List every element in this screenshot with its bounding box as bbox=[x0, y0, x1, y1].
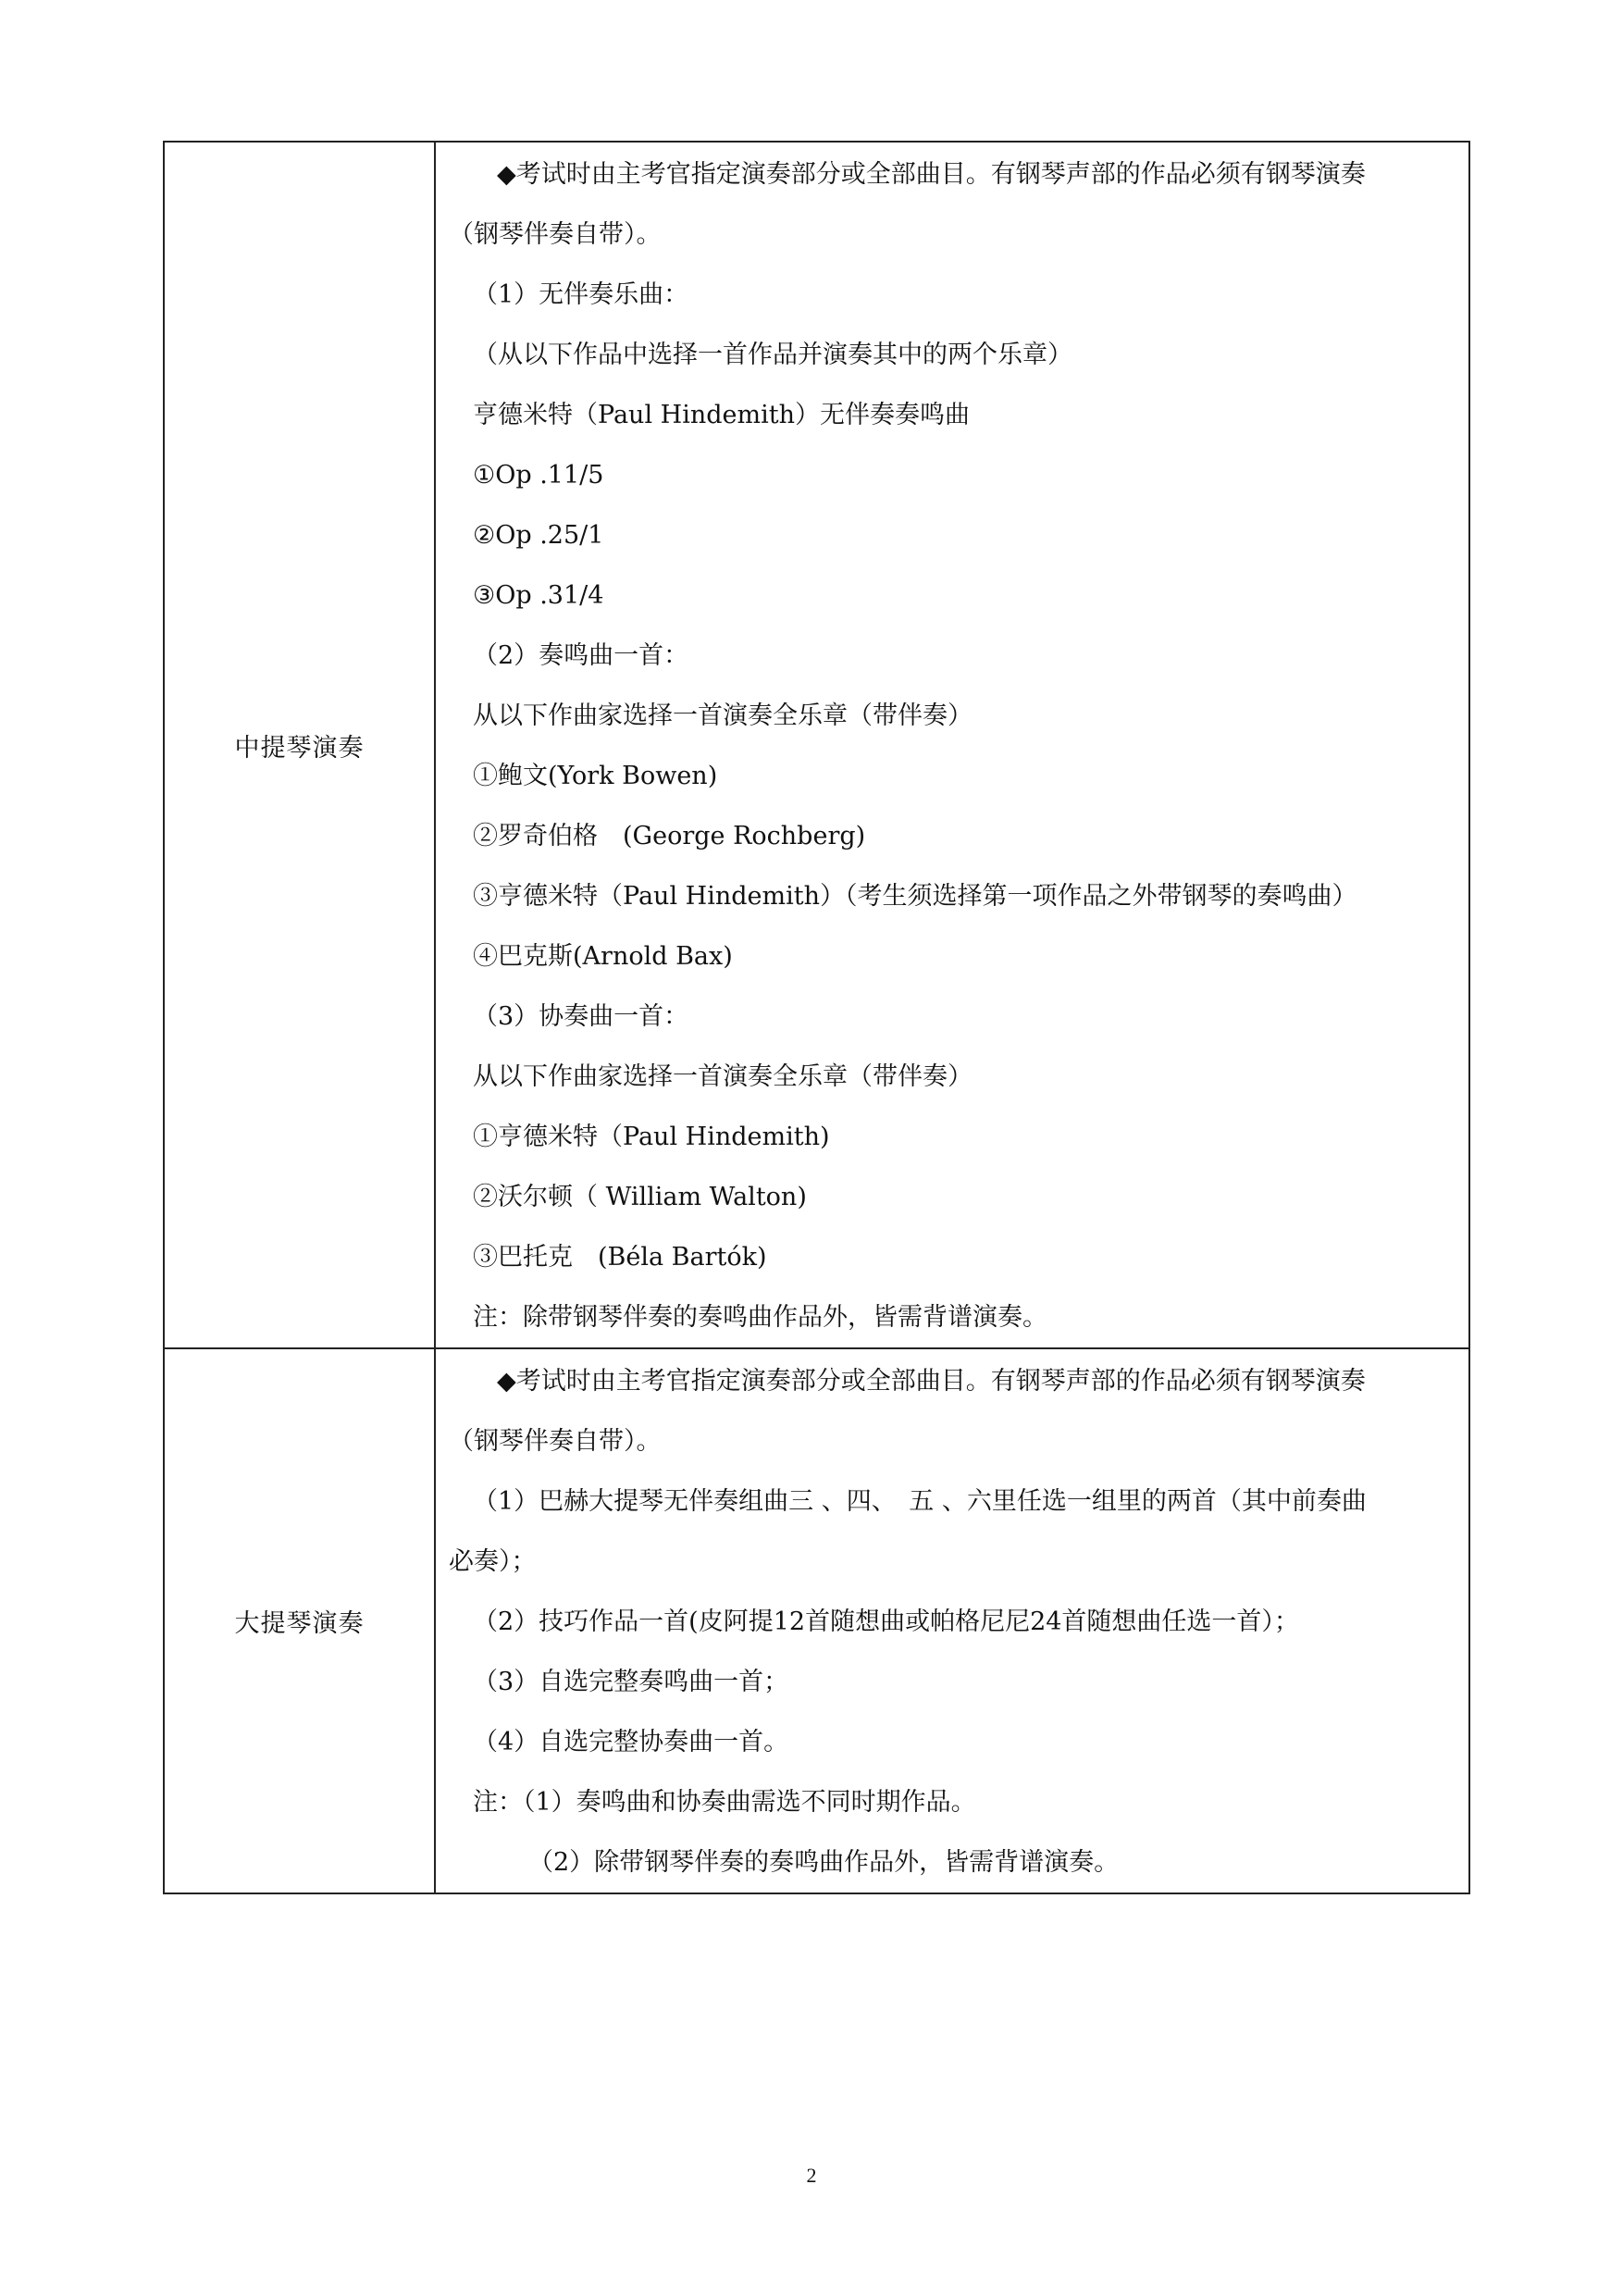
viola-line-20: 注：除带钢琴伴奏的奏鸣曲作品外，皆需背谱演奏。 bbox=[473, 1303, 1047, 1332]
row-content-viola bbox=[435, 142, 1469, 1348]
cello-line-3: （1）巴赫大提琴无伴奏组曲三 、四、 五 、六里任选一组里的两首（其中前奏曲 bbox=[473, 1487, 1367, 1516]
cello-line-7: （4）自选完整协奏曲一首。 bbox=[473, 1728, 789, 1756]
cello-line-1: ◆考试时由主考官指定演奏部分或全部曲目。有钢琴声部的作品必须有钢琴演奏 bbox=[497, 1367, 1366, 1396]
cello-line-4: 必奏）； bbox=[449, 1547, 537, 1576]
viola-line-1: ◆考试时由主考官指定演奏部分或全部曲目。有钢琴声部的作品必须有钢琴演奏 bbox=[497, 160, 1366, 189]
cello-line-9: （2）除带钢琴伴奏的奏鸣曲作品外，皆需背谱演奏。 bbox=[528, 1848, 1120, 1877]
viola-line-13: ③亨德米特（Paul Hindemith）（考生须选择第一项作品之外带钢琴的奏鸣曲） bbox=[473, 882, 1357, 911]
viola-line-4: （从以下作品中选择一首作品并演奏其中的两个乐章） bbox=[473, 341, 1072, 369]
viola-line-16: 从以下作曲家选择一首演奏全乐章（带伴奏） bbox=[473, 1062, 973, 1091]
viola-line-19: ③巴托克 (Béla Bartók) bbox=[473, 1243, 767, 1272]
viola-line-11: ①鲍文(York Bowen) bbox=[473, 762, 718, 790]
viola-line-7: ②Op .25/1 bbox=[473, 521, 604, 550]
exam-requirements-table bbox=[163, 141, 1470, 1894]
viola-line-18: ②沃尔顿（ William Walton) bbox=[473, 1183, 807, 1211]
table-row-viola bbox=[164, 142, 1469, 1348]
viola-line-5: 亨德米特（Paul Hindemith）无伴奏奏鸣曲 bbox=[473, 401, 970, 429]
viola-line-9: （2）奏鸣曲一首： bbox=[473, 641, 689, 670]
viola-line-15: （3）协奏曲一首： bbox=[473, 1002, 689, 1031]
row-label-cello: 大提琴演奏 bbox=[164, 1348, 435, 1893]
cello-line-2: （钢琴伴奏自带）。 bbox=[449, 1427, 662, 1456]
table-row-cello bbox=[164, 1348, 1469, 1893]
cello-line-8: 注：（1）奏鸣曲和协奏曲需选不同时期作品。 bbox=[473, 1788, 976, 1817]
viola-line-17: ①亨德米特（Paul Hindemith) bbox=[473, 1123, 830, 1151]
cello-line-6: （3）自选完整奏鸣曲一首； bbox=[473, 1668, 789, 1696]
row-content-cello bbox=[435, 1348, 1469, 1893]
viola-line-2: （钢琴伴奏自带）。 bbox=[449, 220, 662, 249]
viola-line-10: 从以下作曲家选择一首演奏全乐章（带伴奏） bbox=[473, 701, 973, 730]
page-number: 2 bbox=[806, 2164, 817, 2187]
cello-line-5: （2）技巧作品一首(皮阿提12首随想曲或帕格尼尼24首随想曲任选一首）； bbox=[473, 1607, 1299, 1636]
viola-line-8: ③Op .31/4 bbox=[473, 581, 604, 610]
row-label-viola: 中提琴演奏 bbox=[164, 142, 435, 1348]
viola-line-14: ④巴克斯(Arnold Bax) bbox=[473, 942, 733, 971]
viola-line-6: ①Op .11/5 bbox=[473, 461, 604, 490]
viola-line-12: ②罗奇伯格 (George Rochberg) bbox=[473, 822, 866, 850]
viola-line-3: （1）无伴奏乐曲： bbox=[473, 280, 689, 309]
